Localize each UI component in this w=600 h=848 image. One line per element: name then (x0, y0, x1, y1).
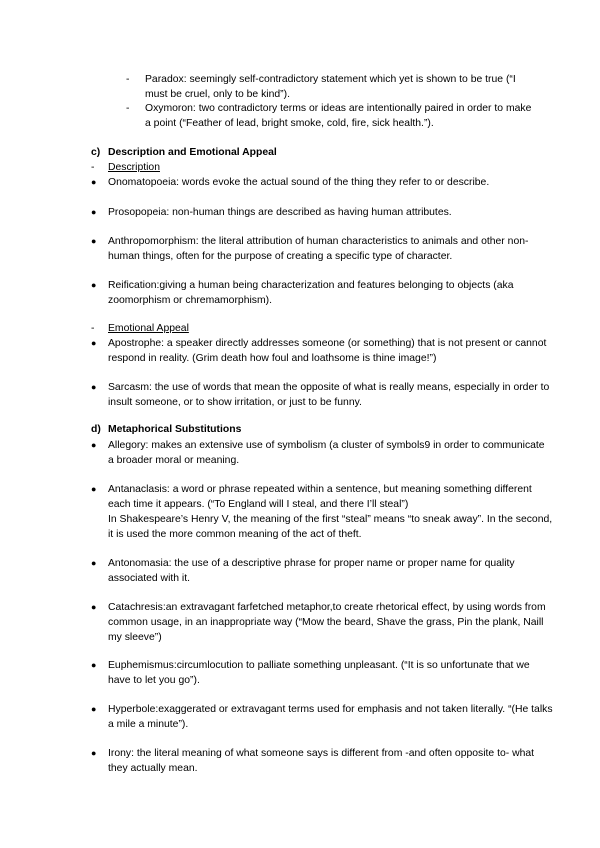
anthropomorphism-item: Anthropomorphism: the literal attribution of human characteristics to animals and other non-human things, often for the purpose of creating a specific type of character. (108, 236, 529, 262)
subsection-dash: - (91, 162, 95, 173)
bullet-icon: ● (91, 602, 97, 612)
prosopopeia-item: Prosopopeia: non-human things are described as having human attributes. (108, 207, 452, 218)
bullet-icon: ● (91, 558, 97, 568)
antanaclasis-item: Antanaclasis: a word or phrase repeated within a sentence, but meaning something different each time it appears. (“To England will I steal, and there I’ll steal”) (108, 484, 532, 510)
subsection-dash: - (91, 323, 95, 334)
section-d-title: Metaphorical Substitutions (108, 424, 242, 435)
bullet-icon: ● (91, 748, 97, 758)
bullet-icon: ● (91, 236, 97, 246)
allegory-item: Allegory: makes an extensive use of symbolism (a cluster of symbols9 in order to communicate a broader moral or meaning. (108, 440, 545, 466)
hyperbole-item: Hyperbole:exaggerated or extravagant terms used for emphasis and not taken literally. “(He talks a mile a minute”). (108, 704, 553, 730)
euphemismus-item: Euphemismus:circumlocution to palliate something unpleasant. (“It is so unfortunate that we have to let you go”). (108, 660, 530, 686)
subsection-description-label: Description (108, 162, 160, 173)
bullet-icon: ● (91, 484, 97, 494)
bullet-icon: ● (91, 207, 97, 217)
section-c-letter: c) (91, 147, 101, 158)
bullet-icon: ● (91, 440, 97, 450)
catachresis-item: Catachresis:an extravagant farfetched metaphor,to create rhetorical effect, by using words from common usage, in an inappropriate way (“Mow the beard, Shave the grass, Pin the plank, Naill my sleeve”) (108, 602, 546, 643)
antonomasia-item: Antonomasia: the use of a descriptive phrase for proper name or proper name for quality associated with it. (108, 558, 515, 584)
bullet-icon: ● (91, 382, 97, 392)
bullet-icon: ● (91, 280, 97, 290)
antanaclasis-note: In Shakespeare’s Henry V, the meaning of the first “steal” means “to sneak away”. In the second, it is used the more common meaning of the act of theft. (108, 514, 553, 540)
oxymoron-item: Oxymoron: two contradictory terms or ideas are intentionally paired in order to make a point (“Feather of lead, bright smoke, cold, fire, sick health.”). (145, 103, 532, 129)
bullet-icon: ● (91, 338, 97, 348)
irony-item: Irony: the literal meaning of what someone says is different from -and often opposite to- what they actually mean. (108, 748, 535, 774)
bullet-icon: ● (91, 704, 97, 714)
list-dash: - (126, 74, 130, 85)
paradox-item: Paradox: seemingly self-contradictory statement which yet is shown to be true (“I must be cruel, only to be kind”). (145, 74, 516, 100)
bullet-icon: ● (91, 177, 97, 187)
onomatopoeia-item: Onomatopoeia: words evoke the actual sound of the thing they refer to or describe. (108, 177, 490, 188)
reification-item: Reification:giving a human being characterization and features belonging to objects (aka zoomorphism or chremamorphism). (108, 280, 514, 306)
section-d-letter: d) (91, 424, 101, 435)
list-dash: - (126, 103, 130, 114)
bullet-icon: ● (91, 660, 97, 670)
sarcasm-item: Sarcasm: the use of words that mean the opposite of what is really means, especially in order to insult someone, or to show irritation, or just to be funny. (108, 382, 550, 408)
section-c-title: Description and Emotional Appeal (108, 147, 277, 158)
apostrophe-item: Apostrophe: a speaker directly addresses someone (or something) that is not present or cannot respond in reality. (Grim death how foul and loathsome is thine image!”) (108, 338, 547, 364)
subsection-emotional-appeal-label: Emotional Appeal (108, 323, 189, 334)
